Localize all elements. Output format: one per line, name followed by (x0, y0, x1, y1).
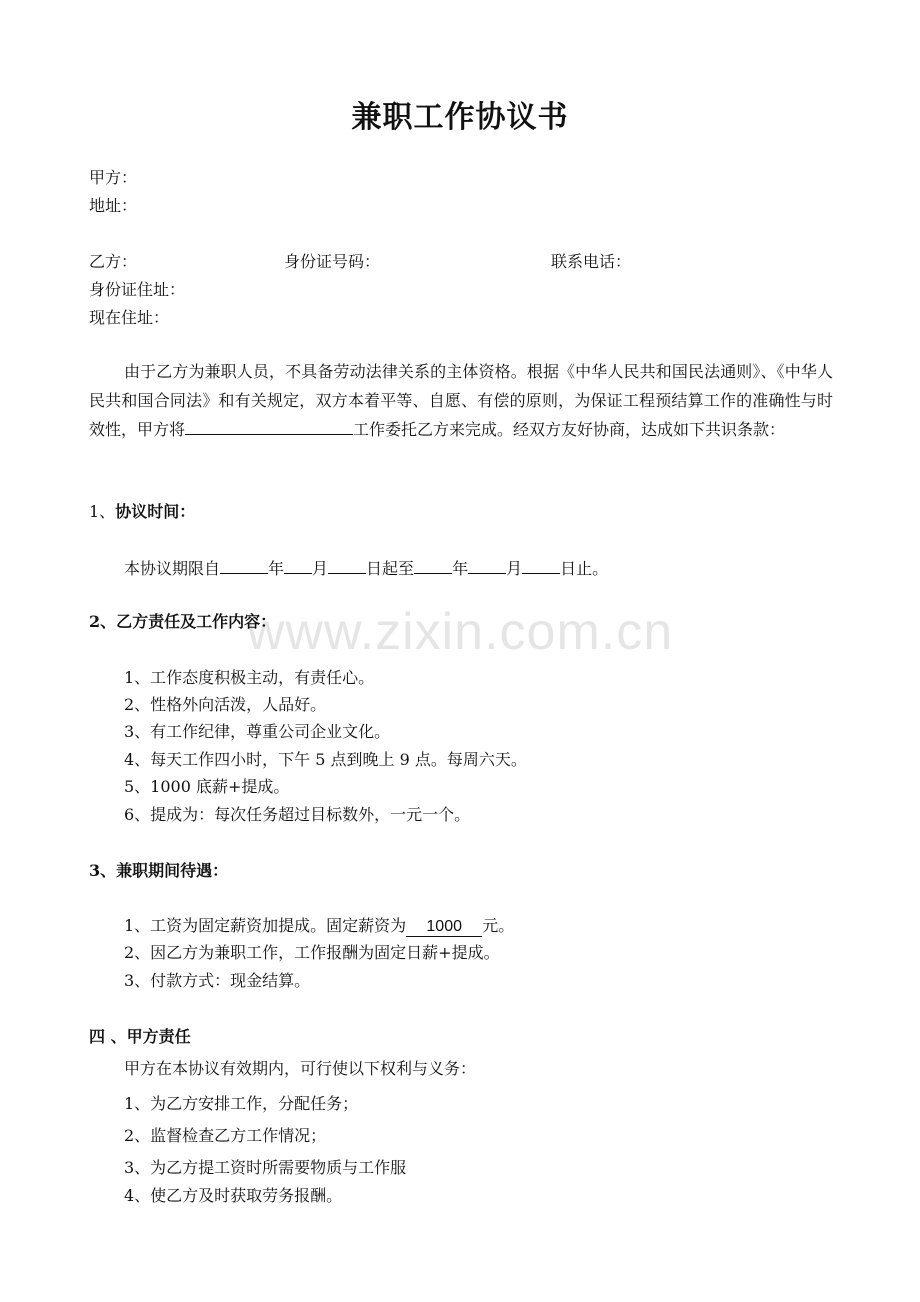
party-a-label: 甲方： (89, 168, 138, 187)
section4-intro: 甲方在本协议有效期内，可行使以下权利与义务： (124, 1059, 477, 1078)
section4-item: 1、为乙方安排工作，分配任务； (124, 1094, 359, 1113)
section4-heading: 四 、甲方责任 (89, 1027, 191, 1046)
salary-value: 1000 (406, 918, 482, 937)
section1-term-line (124, 556, 608, 580)
year-label: 年 (452, 559, 469, 578)
blank-start-year (220, 556, 268, 574)
intro-text-part2: 工作委托乙方来完成。经双方友好协商，达成如下共识条款： (353, 420, 786, 439)
party-b-label: 乙方： (89, 252, 138, 271)
section3-item-3: 3、付款方式：现金结算。 (124, 971, 311, 990)
year-label: 年 (268, 559, 285, 578)
section3-item-1 (124, 915, 514, 937)
section3-item-2: 2、因乙方为兼职工作，工作报酬为固定日薪+提成。 (124, 943, 500, 962)
section1-heading-text: 协议时间： (115, 502, 196, 521)
month-label: 月 (506, 559, 523, 578)
section2-item: 2、性格外向活泼，人品好。 (124, 695, 327, 714)
document-title: 兼职工作协议书 (351, 100, 569, 135)
blank-start-day (328, 556, 366, 574)
section2-item: 3、有工作纪律，尊重公司企业文化。 (124, 722, 391, 741)
watermark: www.zixin.com.cn (246, 603, 674, 661)
section4-item: 4、使乙方及时获取劳务报酬。 (124, 1186, 343, 1205)
section2-heading: 2、乙方责任及工作内容： (89, 612, 277, 631)
section2-item: 1、工作态度积极主动，有责任心。 (124, 668, 375, 687)
section2-item: 6、提成为：每次任务超过目标数外，一元一个。 (124, 805, 471, 824)
party-b-id-label: 身份证号码： (284, 252, 381, 271)
salary-suffix: 元。 (482, 916, 515, 935)
party-b-current-address-label: 现在住址： (89, 308, 170, 327)
salary-prefix: 1、工资为固定薪资加提成。固定薪资为 (124, 916, 407, 935)
party-b-phone-label: 联系电话： (551, 252, 632, 271)
blank-end-year (414, 556, 452, 574)
section3-heading: 3、兼职期间待遇： (89, 861, 229, 880)
section1-heading (89, 501, 195, 523)
month-label: 月 (312, 559, 329, 578)
blank-end-month (468, 556, 506, 574)
section1-heading-num: 1、 (89, 502, 116, 521)
party-a-address-label: 地址： (89, 196, 138, 215)
blank-end-day (522, 556, 560, 574)
intro-text-part1: 由于乙方为兼职人员，不具备劳动法律关系的主体资格。根据《中华人民共和国民法通则》、《中华人民共和国合同法》和有关规定，双方本着平等、自愿、有偿的原则，为保证工程预结算工作的准确性与时效性，甲方将 (89, 362, 833, 439)
intro-paragraph (89, 357, 833, 444)
section2-item: 5、1000 底薪+提成。 (124, 777, 290, 796)
section4-item: 3、为乙方提工资时所需要物质与工作服 (124, 1158, 407, 1177)
section4-item: 2、监督检查乙方工作情况； (124, 1126, 327, 1145)
work-blank (185, 417, 353, 435)
section2-item: 4、每天工作四小时，下午 5 点到晚上 9 点。每周六天。 (124, 750, 527, 769)
party-b-id-address-label: 身份证住址： (89, 280, 186, 299)
term-prefix: 本协议期限自 (124, 559, 221, 578)
day-to-label: 日止。 (560, 559, 609, 578)
blank-start-month (284, 556, 312, 574)
day-from-label: 日起至 (366, 559, 415, 578)
